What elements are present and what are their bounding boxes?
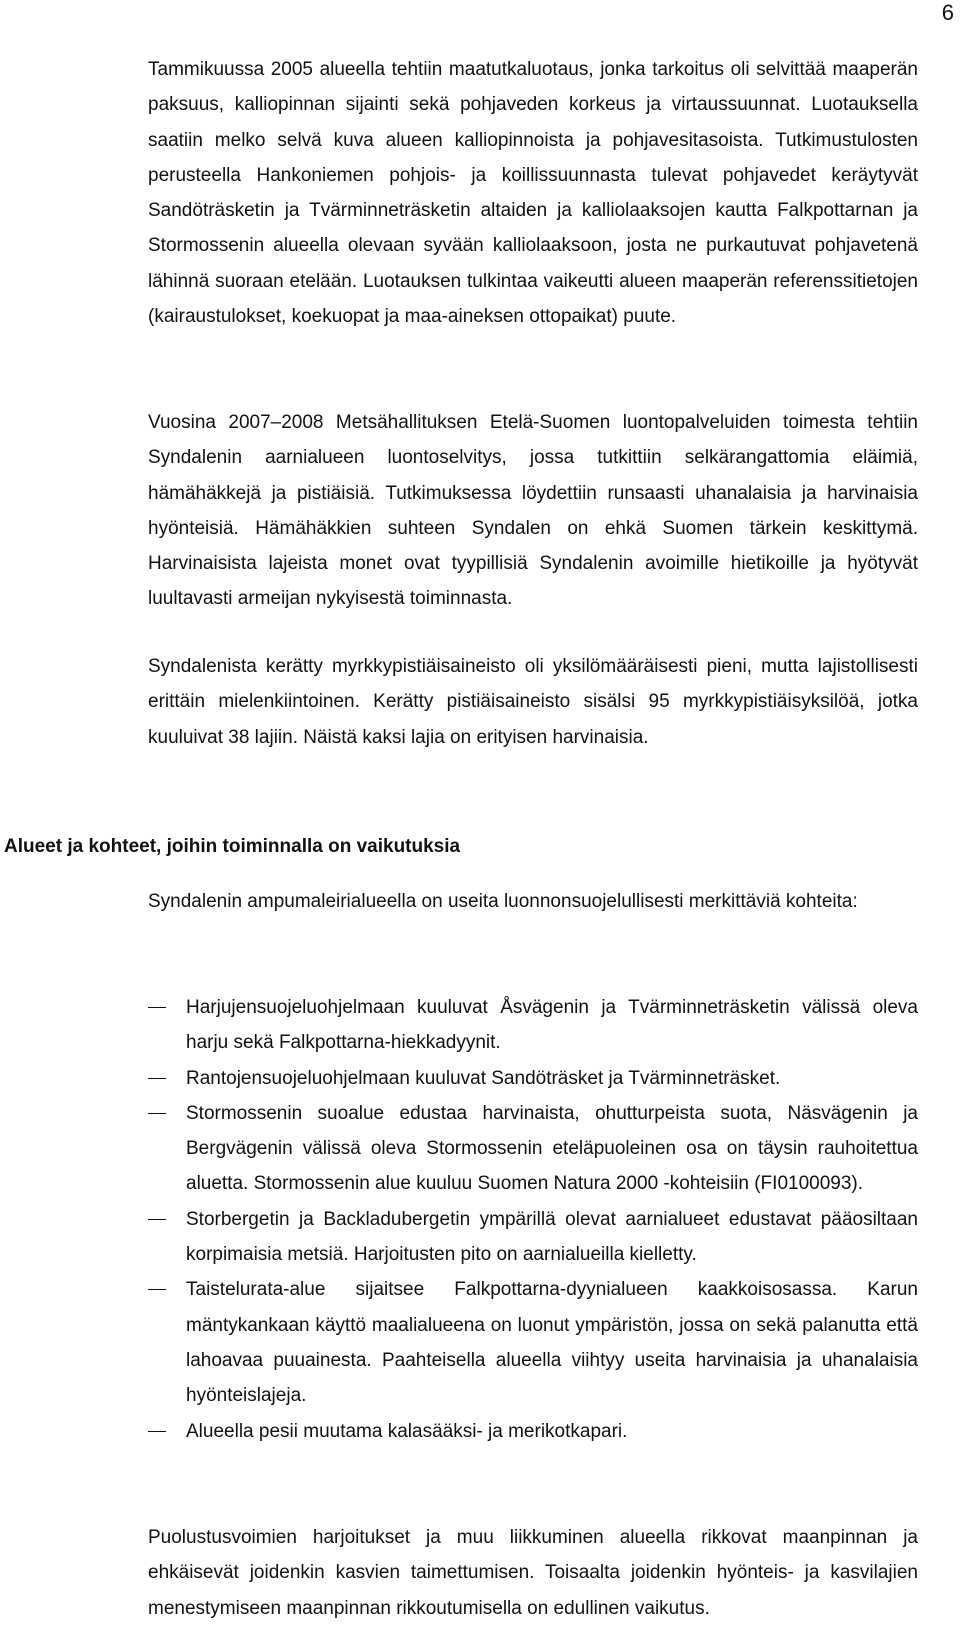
list-item-text: Rantojensuojeluohjelmaan kuuluvat Sandöträsket ja Tvärminneträsket. [186,1067,781,1089]
list-item-text: Stormossenin suoalue edustaa harvinaista, ohutturpeista suota, Näsvägenin ja Bergvägenin välissä oleva Stormossenin eteläpuoleinen osa on täysin rauhoitettua aluetta. Stormossenin alue kuuluu Suomen Natura 2000 -kohteisiin (FI0100093). [186,1102,918,1195]
list-item [148,1414,918,1449]
section-heading: Alueet ja kohteet, joihin toiminnalla on vaikutuksia [4,836,461,857]
list-item [148,1096,918,1202]
page-number: 6 [941,0,954,25]
list-item [148,1272,918,1413]
paragraph-text: Puolustusvoimien harjoitukset ja muu liikkuminen alueella rikkovat maanpinnan ja ehkäisevät joidenkin kasvien taimettumisen. Toisaalta joidenkin hyönteis- ja kasvilajien menestymiseen maanpinnan rikkoutumisella on edullinen vaikutus. [148,1527,918,1619]
list-item [148,1202,918,1273]
list-item-text: Taistelurata-alue sijaitsee Falkpottarna-dyynialueen kaakkoisosassa. Karun mäntykankaan käyttö maalialueena on luonut ympäristön, jossa on sekä palanutta että lahoavaa puuainesta. Paahteisella alueella viihtyy useita harvinaisia ja uhanalaisia hyönteislajeja. [186,1279,918,1407]
list-item-text: Harjujensuojeluohjelmaan kuuluvat Åsvägenin ja Tvärminneträsketin välissä oleva harju sekä Falkpottarna-hiekkadyynit. [186,997,918,1054]
list-item [148,1061,918,1096]
list-item [148,990,918,1061]
paragraph-text: Syndalenista kerätty myrkkypistiäisaineisto oli yksilömääräisesti pieni, mutta lajistollisesti erittäin mielenkiintoinen. Kerätty pistiäisaineisto sisälsi 95 myrkkypistiäisyksilöä, jotka kuuluivat 38 lajiin. Näistä kaksi lajia on erityisen harvinaisia. [148,656,918,748]
list-item-text: Alueella pesii muutama kalasääksi- ja merikotkapari. [186,1420,628,1442]
paragraph-wasp-material [148,649,918,755]
list-item-text: Storbergetin ja Backladubergetin ympärillä olevat aarnialueet edustavat pääosiltaan korpimaisia metsiä. Harjoitusten pito on aarnialueilla kielletty. [186,1208,918,1266]
section-intro [148,884,918,919]
paragraph-closing [148,1520,918,1626]
protected-sites-list [148,990,918,1449]
dash-bullet-icon [148,1289,166,1290]
dash-bullet-icon [148,1431,166,1432]
paragraph-text: Syndalenin ampumaleirialueella on useita luonnonsuojelullisesti merkittäviä kohteita: [148,891,858,912]
dash-bullet-icon [148,1113,166,1114]
dash-bullet-icon [148,1219,166,1220]
paragraph-ground-survey [148,52,918,334]
dash-bullet-icon [148,1078,166,1079]
paragraph-text: Vuosina 2007–2008 Metsähallituksen Etelä-Suomen luontopalveluiden toimesta tehtiin Syndalenin aarnialueen luontoselvitys, jossa tutkittiin selkärangattomia eläimiä, hämähäkkejä ja pistiäisiä. Tutkimuksessa löydettiin runsaasti uhanalaisia ja harvinaisia hyönteisiä. Hämähäkkien suhteen Syndalen on ehkä Suomen tärkein keskittymä. Harvinaisista lajeista monet ovat tyypillisiä Syndalenin avoimille hietikoille ja hyötyvät luultavasti armeijan nykyisestä toiminnasta. [148,412,918,610]
dash-bullet-icon [148,1007,166,1008]
paragraph-text: Tammikuussa 2005 alueella tehtiin maatutkaluotaus, jonka tarkoitus oli selvittää maaperän paksuus, kalliopinnan sijainti sekä pohjaveden korkeus ja virtaussuunnat. Luotauksella saatiin melko selvä kuva alueen kalliopinnoista ja pohjavesitasoista. Tutkimustulosten perusteella Hankoniemen pohjois- ja koillissuunnasta tulevat pohjavedet keräytyvät Sandöträsketin ja Tvärminneträsketin altaiden ja kalliolaaksojen kautta Falkpottarnan ja Stormossenin alueella olevaan syvään kalliolaaksoon, josta ne purkautuvat pohjavetenä lähinnä suoraan etelään. Luotauksen tulkintaa vaikeutti alueen maaperän referenssitietojen (kairaustulokset, koekuopat ja maa-aineksen ottopaikat) puute. [148,59,918,328]
paragraph-nature-survey [148,405,918,617]
